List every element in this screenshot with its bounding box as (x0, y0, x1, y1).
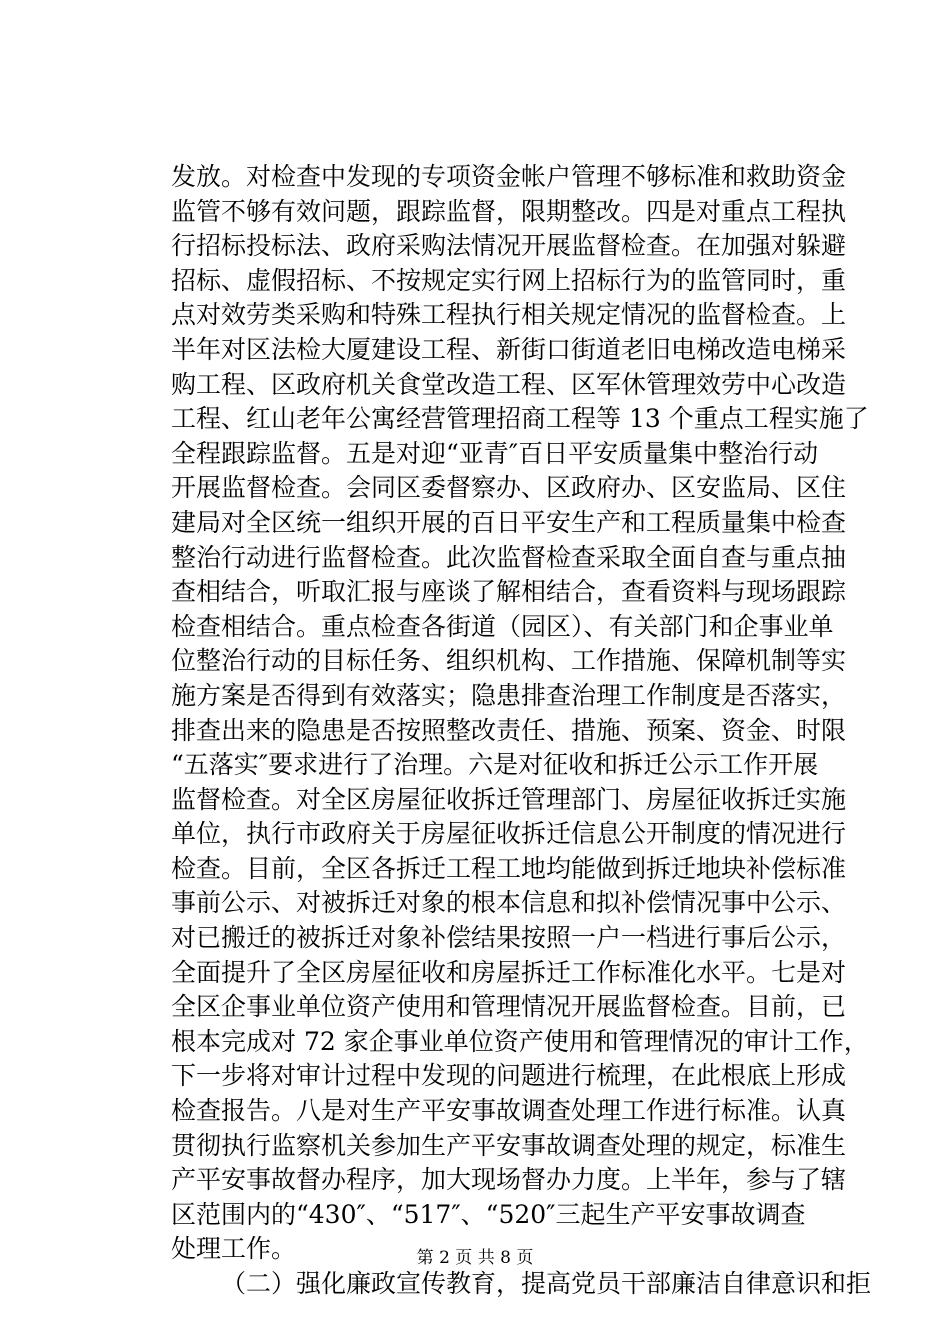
text-line: 建局对全区统一组织开展的百日平安生产和工程质量集中检查 (171, 507, 847, 537)
text-line: 下一步将对审计过程中发现的问题进行梳理，在此根底上形成 (171, 1061, 847, 1091)
text-line: 发放。对检查中发现的专项资金帐户管理不够标准和救助资金 (171, 162, 847, 191)
section-heading-line: （二）强化廉政宣传教育，提高党员干部廉洁自律意识和拒 (221, 1269, 872, 1298)
text-line: 检查报告。八是对生产平安事故调查处理工作进行标准。认真 (171, 1096, 847, 1126)
text-line: 全面提升了全区房屋征收和房屋拆迁工作标准化水平。七是对 (171, 957, 847, 987)
text-line: 处理工作。 (171, 1234, 297, 1264)
text-line: 全程跟踪监督。五是对迎“亚青″百日平安质量集中整治行动 (171, 438, 819, 468)
text-line: 购工程、区政府机关食堂改造工程、区军休管理效劳中心改造 (171, 369, 847, 399)
text-line: 排查出来的隐患是否按照整改责任、措施、预案、资金、时限 (171, 715, 847, 745)
text-line: 招标、虚假招标、不按规定实行网上招标行为的监管同时，重 (171, 265, 847, 295)
text-line: 点对效劳类采购和特殊工程执行相关规定情况的监督检查。上 (171, 300, 847, 330)
text-line: 施方案是否得到有效落实；隐患排查治理工作制度是否落实， (171, 680, 847, 710)
text-line: 单位，执行市政府关于房屋征收拆迁信息公开制度的情况进行 (171, 819, 847, 849)
text-line: 检查。目前，全区各拆迁工程工地均能做到拆迁地块补偿标准 (171, 853, 847, 883)
text-line: 产平安事故督办程序，加大现场督办力度。上半年，参与了辖 (171, 1165, 847, 1195)
body-text (171, 160, 872, 1302)
text-line: 工程、红山老年公寓经营管理招商工程等 13 个重点工程实施了 (171, 404, 869, 434)
text-line: 查相结合，听取汇报与座谈了解相结合，查看资料与现场跟踪 (171, 577, 847, 607)
text-line: 事前公示、对被拆迁对象的根本信息和拟补偿情况事中公示、 (171, 888, 847, 918)
page-number: 第 2 页 共 8 页 (416, 1248, 534, 1268)
text-line: 整治行动进行监督检查。此次监督检查采取全面自查与重点抽 (171, 542, 847, 572)
page-footer (0, 1248, 950, 1268)
text-line: 全区企事业单位资产使用和管理情况开展监督检查。目前，已 (171, 992, 847, 1022)
text-line: 根本完成对 72 家企事业单位资产使用和管理情况的审计工作， (171, 1026, 869, 1056)
text-line: 区范围内的“430″、“517″、“520″三起生产平安事故调查 (171, 1199, 806, 1229)
text-line: 位整治行动的目标任务、组织机构、工作措施、保障机制等实 (171, 646, 847, 676)
text-line: 行招标投标法、政府采购法情况开展监督检查。在加强对躲避 (171, 231, 847, 261)
text-line: 开展监督检查。会同区委督察办、区政府办、区安监局、区住 (171, 473, 847, 503)
text-line: 监督检查。对全区房屋征收拆迁管理部门、房屋征收拆迁实施 (171, 784, 847, 814)
text-line: “五落实″要求进行了治理。六是对征收和拆迁公示工作开展 (171, 750, 819, 780)
text-line: 检查相结合。重点检查各街道（园区）、有关部门和企事业单 (171, 611, 834, 641)
text-line: 贯彻执行监察机关参加生产平安事故调查处理的规定，标准生 (171, 1130, 847, 1160)
text-line: 对已搬迁的被拆迁对象补偿结果按照一户一档进行事后公示， (171, 923, 847, 953)
text-line: 监管不够有效问题，跟踪监督，限期整改。四是对重点工程执 (171, 196, 847, 226)
text-line: 半年对区法检大厦建设工程、新街口街道老旧电梯改造电梯采 (171, 334, 847, 364)
